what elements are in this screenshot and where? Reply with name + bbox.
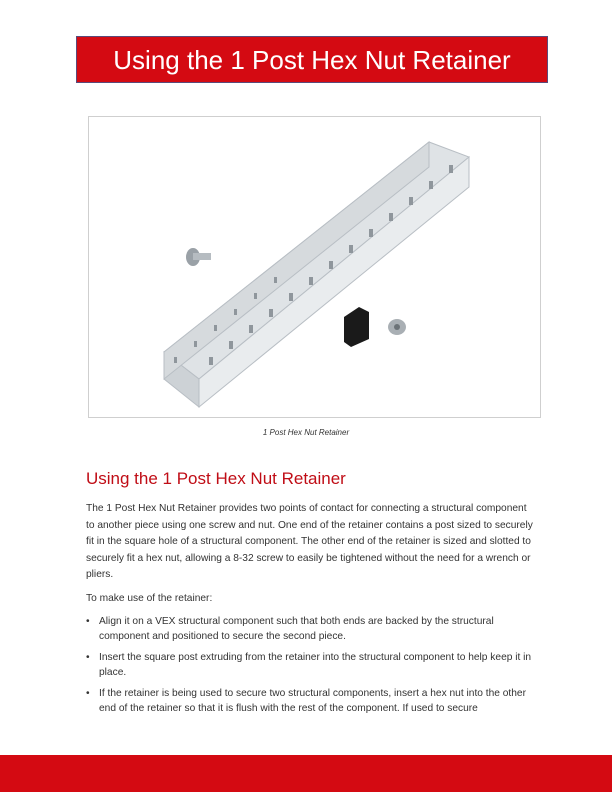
footer-bar bbox=[0, 755, 612, 792]
hex-nut-retainer-illustration bbox=[89, 117, 540, 417]
list-item: • Insert the square post extruding from the retainer into the structural component to help keep it in place. bbox=[86, 652, 532, 678]
body-paragraph: The 1 Post Hex Nut Retainer provides two points of contact for connecting a structural component to another piece using one screw and nut. One end of the retainer contains a post sized to securely fit in the square hole of a structural component. The other end of the retainer is sized and slotted to securely fit a hex nut, allowing a 8-32 screw to easily be tightened without the need for a wrench or pliers. bbox=[86, 503, 533, 581]
product-figure bbox=[88, 116, 541, 418]
list-lead: To make use of the retainer: bbox=[86, 593, 213, 604]
screw-icon bbox=[186, 248, 211, 266]
list-item: • Align it on a VEX structural component such that both ends are backed by the structural component and positioned to secure the second piece. bbox=[86, 616, 494, 642]
section-heading: Using the 1 Post Hex Nut Retainer bbox=[86, 469, 346, 488]
instruction-list bbox=[86, 614, 536, 722]
hex-nut-icon bbox=[388, 319, 406, 335]
title-banner: Using the 1 Post Hex Nut Retainer bbox=[76, 36, 548, 83]
figure-caption: 1 Post Hex Nut Retainer bbox=[262, 428, 350, 437]
bullet-icon: • bbox=[86, 688, 90, 699]
list-item: • If the retainer is being used to secure two structural components, insert a hex nut into the other end of the retainer so that it is flush with the rest of the component. If used to secure bbox=[86, 688, 526, 714]
bullet-icon: • bbox=[86, 616, 90, 627]
retainer-icon bbox=[344, 307, 369, 347]
bullet-icon: • bbox=[86, 652, 90, 663]
